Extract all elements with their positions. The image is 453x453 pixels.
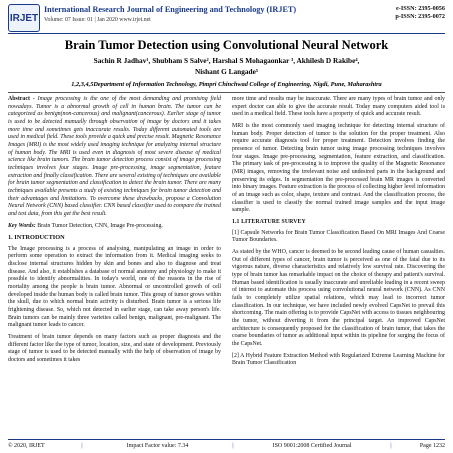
- footer-separator: |: [81, 442, 83, 449]
- footer-separator: |: [390, 442, 392, 449]
- authors-line-2: Nishant G Langade⁵: [194, 66, 258, 76]
- eissn: e-ISSN: 2395-0056: [396, 5, 445, 12]
- keywords-label: Key Words:: [8, 222, 36, 229]
- right-paragraph-2: MRI is the most commonly used imaging technique for detecting internal structure of human body. Proper detection of tumor is the solution for the proper treatment. Also require accurate diagnosis tool for proper treatment. Detection involves finding the presence of tumor. Detecting brain tumor using image processing techniques involves four stages. Image pre-processing, segmentation, feature extraction, and classification. The primary task of pre-processing is to improve the quality of the Magnetic Resonance (MR) images, removing the irrelevant noise and undesired parts in the background and preserving its edges. In segmentation the pre-processed brain MR images is converted into binary images. Feature extraction is the process of collecting higher level information of an image such as color, shape, texture and contrast. And the classification process, the classifier is used to classify the normal trained image samples and the input image sample.: [232, 123, 445, 214]
- authors-line-1: Sachin R Jadhav¹, Shubham S Salve², Harshal S Mohagaonkar ³, Akhilesh D Rakibe⁴,: [93, 56, 360, 65]
- affiliation: 1,2,3,4,5Department of Information Technology, Pimpri Chinchwad College of Engineering, Nigdi, Pune, Maharashtra: [71, 81, 382, 88]
- abstract: [8, 96, 221, 219]
- footer-separator: |: [232, 442, 234, 449]
- keywords: [8, 223, 221, 231]
- abstract-text: Image processing is the one of the most demanding and promising field nowadays. Tumor is a abnormal growth of cell in human brain. The tumor can be categorized as benign(non-cancerous) and malignant(cancerous). Earlier stage of tumor is used to be detected manually through observation of image by doctors and it takes more time and sometimes gets inaccurate results. Today different automated tools are used in medical field. These tools provide a quick and precise result. Magnetic Resonance Images (MRI) is the most widely used imaging technique for analyzing internal structure of human body. The MRI is used even in diagnosis of most severe disease of medical science like brain tumors. The brain tumor detection process consist of image processing techniques involves four stages. Image pre-processing, image segmentation, feature extraction and finally classification. There are several existing of techniques are available for brain tumor segmentation and classification to detect the brain tumor. There are many techniques available presents a study of existing techniques for brain tumor detection and their advantages and limitations. To overcome these drawbacks, propose a Convolution Neural Network (CNN) based classifier. CNN based classifier used to compare the trained and test data, from this get the best result.: [8, 96, 222, 218]
- literature-survey-heading: 1.1 LITERATURE SURVEY: [232, 219, 306, 226]
- journal-header: [8, 4, 445, 32]
- reference-1-title: [1] Capsule Networks for Brain Tumor Classification Based On MRI Images And Coarse Tumor Boundaries.: [232, 229, 445, 244]
- volume-line: Volume: 07 Issue: 01 | Jan 2020 www.irjet.net: [44, 17, 151, 23]
- footer-certification: ISO 9001:2008 Certified Journal: [272, 442, 352, 449]
- author-list: [8, 56, 445, 77]
- header-rule: [8, 33, 445, 34]
- reference-1-body: As stated by the WHO, cancer is deemed to be second leading cause of human casualties. Out of different types of cancer, brain tumor is perceived as one of the fatal due to its vigorous nature, diverse characteristics and relatively low survival rate. Discovering the type of brain tumor has remarkable impact on the choice of therapy and patient's survival. Human based identification is usually inaccurate and unreliable leading in a recent sweep of interest to automate this process using convolutional neural network (CNN). As CNN fails to completely utilize spatial relations, which may lead to incorrect tumor classification. In our technique, we have included newly evolved CapsNet to prevail this shortcoming. The main offering is to provide CapsNet with access to tissues neighbouring the tumor, without diverting it from the principal target. An improved CapsNet architecture is consequently proposed for the classification of brain tumor, that takes the coarse boundaries of tumor as additional input within its pipeline for surging the focus of the CapsNet.: [232, 248, 445, 348]
- footer-impact-factor: Impact Factor value: 7.34: [126, 442, 189, 449]
- pissn: p-ISSN: 2395-0072: [395, 13, 445, 21]
- introduction-heading: 1. INTRODUCTION: [8, 234, 65, 242]
- right-paragraph-1: more time and results may be inaccurate. There are many types of brain tumor and only expert doctor can able to give the accurate result. Today many computers aided tool is used in a medical field. These tools have a property of quick and accurate result.: [232, 96, 445, 118]
- intro-paragraph-2: Treatment of brain tumor depends on many factors such as proper diagnosis and the different factor like the type of tumor, location, size, and state of development. Previously stage of tumor is used to be detected manually with the help of observation of image by doctors and sometimes it takes: [8, 333, 221, 363]
- right-column: [232, 96, 445, 372]
- reference-2-title: [2] A Hybrid Feature Extraction Method with Regularized Extreme Learning Machine for Brain Tumor Classification: [232, 352, 445, 367]
- left-column: [8, 96, 221, 369]
- paper-title: Brain Tumor Detection using Convolutional Neural Network: [64, 38, 389, 52]
- journal-logo: IRJET: [8, 4, 40, 32]
- journal-name: International Research Journal of Engineering and Technology (IRJET): [44, 5, 297, 14]
- page-footer: [8, 439, 445, 451]
- intro-paragraph-1: The Image processing is a process of analysing, manipulating an image in order to perform some operation to extract the information from it. Medical imaging seeks to disclose internal structures hidden by skin and bones and also to diagnose and treat disease. And also, it establishes a database of normal anatomy and physiology to make it possible to identify abnormalities. In today's world, one of the reasons in the rise of mortality among the people is brain tumor. Abnormal or uncontrolled growth of cell developed inside the human body is called brain tumor. This group of tumor grows within the skull, due to which normal brain activity is disturbed. Brain tumor is a serious life frightening disease. So, which not detected in earlier stage, can take away person's life. Brain tumors can be mainly three varieties called benign, malignant, pre-malignant. The malignant tumor leads to cancer.: [8, 245, 221, 329]
- footer-copyright: © 2020, IRJET: [8, 442, 45, 449]
- affiliation-rule: [8, 92, 445, 93]
- abstract-label: Abstract -: [8, 96, 35, 102]
- keywords-text: Brain Tumor Detection, CNN, Image Pre-processing.: [37, 222, 163, 229]
- issn-block: [395, 5, 445, 22]
- footer-page-number: Page 1232: [419, 442, 445, 449]
